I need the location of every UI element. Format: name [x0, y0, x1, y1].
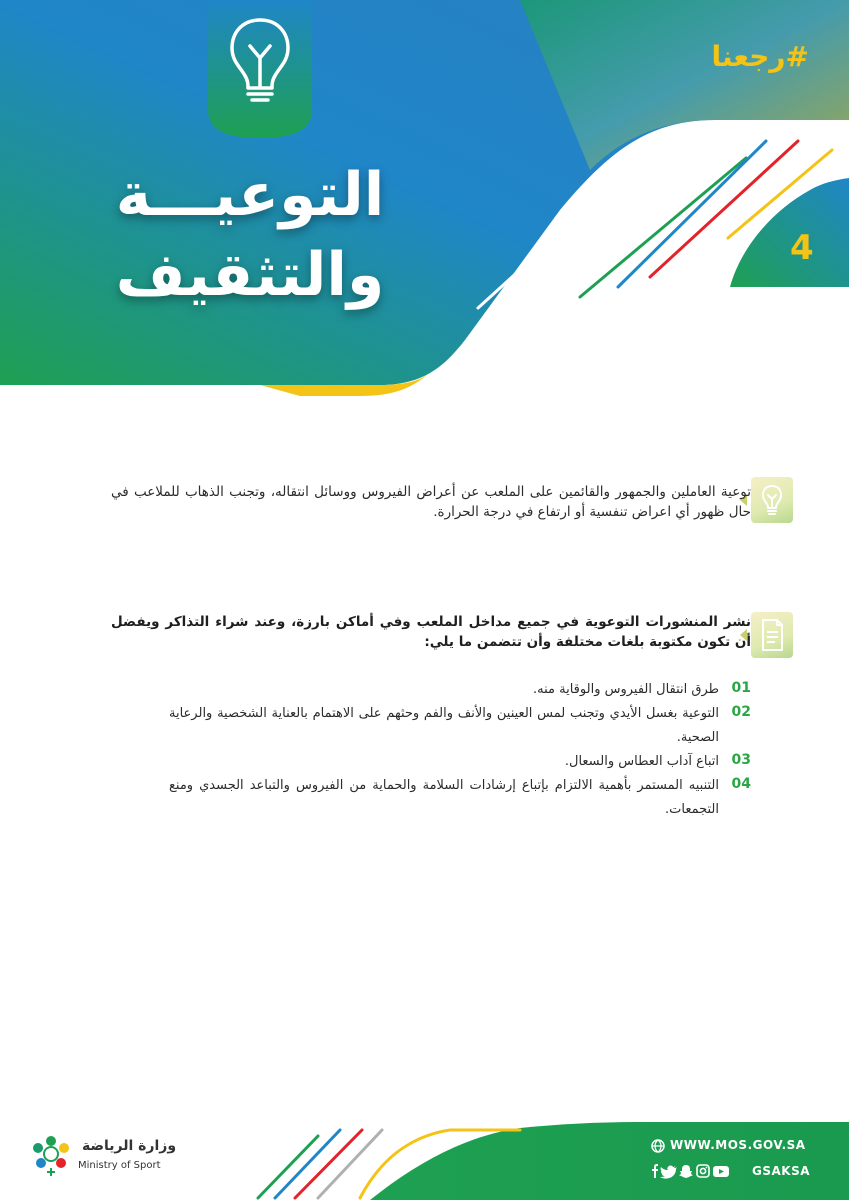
ministry-name-ar: وزارة الرياضة — [82, 1138, 177, 1154]
section1-text: توعية العاملين والجمهور والقائمين على الملعب عن أعراض الفيروس ووسائل انتقاله، وتجنب الذهاب للملاعب في حال ظهور أي اعراض تنفسية أو ارتفاع في درجة الحرارة. — [111, 484, 751, 520]
list-item: طرق انتقال الفيروس والوقاية منه. — [533, 682, 719, 697]
lightbulb-icon — [751, 477, 793, 523]
twitter-icon — [660, 1166, 677, 1179]
list-item-number: 02 — [731, 704, 751, 720]
list-item: التنبيه المستمر بأهمية الالتزام بإتباع إرشادات السلامة والحماية من الفيروس والتباعد الجسدي ومنع التجمعات. — [169, 778, 719, 817]
list-item-number: 01 — [731, 680, 751, 696]
document-icon — [751, 612, 793, 658]
globe-icon[interactable] — [651, 1139, 665, 1153]
list-item-number: 04 — [731, 776, 751, 792]
hashtag: #رجعنا — [711, 40, 809, 73]
page-title-line2: والتثقيف — [115, 240, 385, 310]
social-handle[interactable]: GSAKSA — [752, 1164, 811, 1178]
snapchat-icon — [679, 1165, 693, 1178]
list-item: التوعية بغسل الأيدي وتجنب لمس العينين والأنف والفم وحثهم على الاهتمام بالعناية الشخصية والرعاية الصحية. — [169, 706, 719, 745]
section2-icon-box — [751, 612, 793, 658]
page-title-line1: التوعيـــة — [115, 160, 385, 230]
instagram-icon — [697, 1165, 709, 1177]
list-item: اتباع آداب العطاس والسعال. — [564, 754, 719, 769]
youtube-icon — [713, 1166, 729, 1177]
section2-text: نشر المنشورات التوعوية في جميع مداخل الملعب وفي أماكن بارزة، وعند شراء التذاكر ويفضل أن تكون مكتوبة بلغات مختلفة وأن تتضمن ما يلي: — [111, 614, 751, 650]
section1-icon-box — [751, 477, 793, 523]
list-item-number: 03 — [731, 752, 751, 768]
page-number: 4 — [790, 228, 814, 268]
ministry-logo — [28, 1132, 74, 1178]
ministry-name-en: Ministry of Sport — [78, 1160, 161, 1171]
facebook-icon — [652, 1164, 658, 1178]
website-link[interactable]: WWW.MOS.GOV.SA — [670, 1138, 806, 1152]
social-icons — [649, 1163, 749, 1179]
